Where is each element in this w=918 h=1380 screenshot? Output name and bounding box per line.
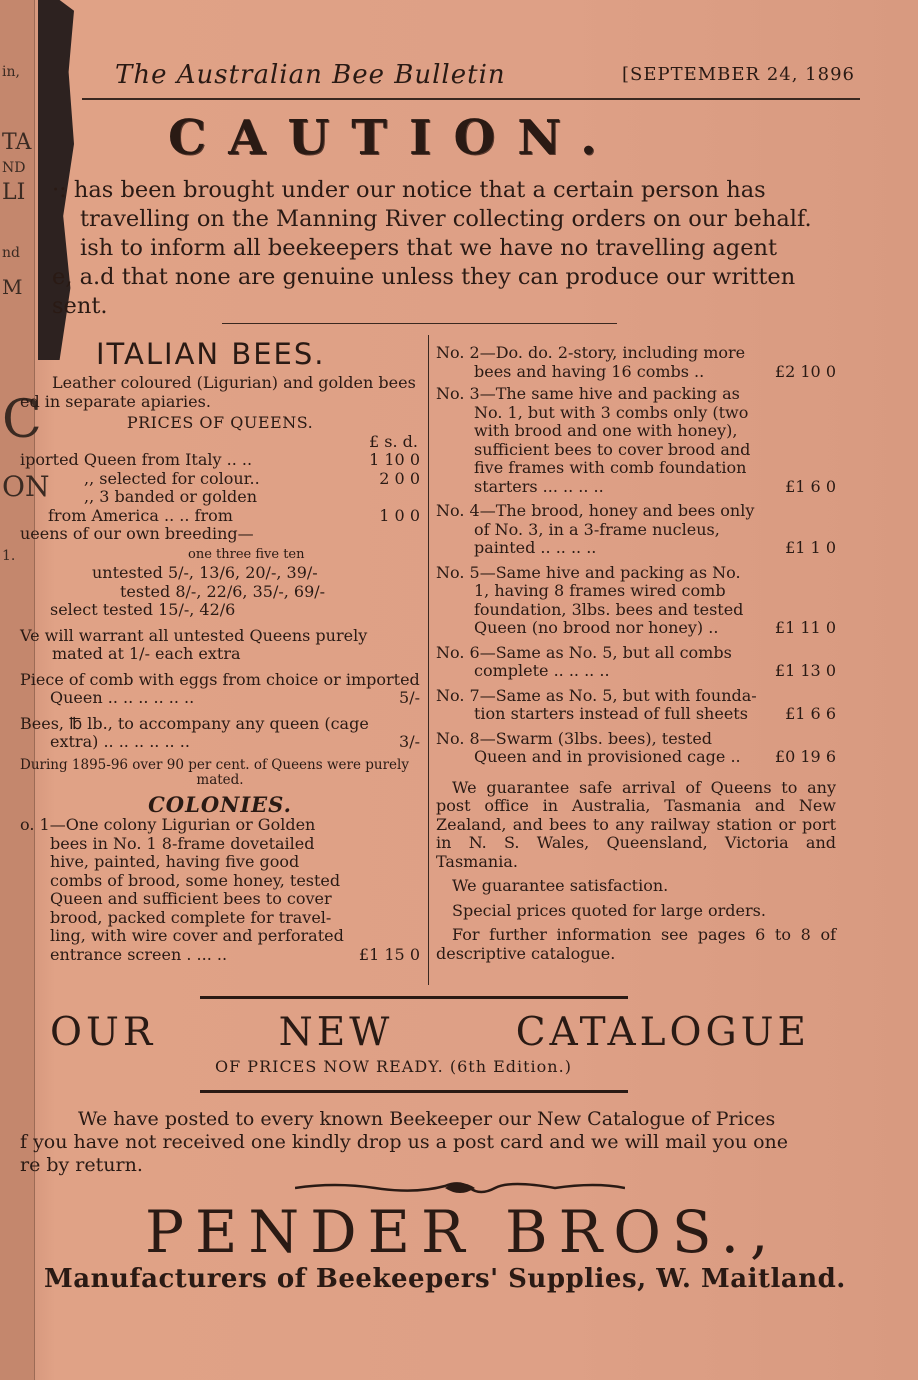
currency-header: £ s. d. [369, 431, 418, 451]
caution-heading: CAUTION. [168, 110, 619, 166]
option-line: bees and having 16 combs .. [474, 361, 705, 381]
price-row [20, 507, 420, 526]
catalogue-top-rule [200, 996, 628, 999]
colony-line: entrance screen . ... .. [50, 944, 228, 964]
option-line: No. 7—Same as No. 5, but with founda- [436, 685, 757, 705]
option-price: £0 19 6 [774, 747, 836, 766]
colony-price: £1 15 0 [358, 944, 420, 964]
header-rule [82, 98, 860, 100]
colony-line: hive, painted, having five good [50, 852, 300, 871]
prices-heading: PRICES OF QUEENS. [126, 413, 314, 432]
further-info-text: For further information see pages 6 to 8 of descriptive catalogue. [436, 925, 836, 963]
option-price: £1 1 0 [785, 538, 836, 557]
italian-intro: ed in separate apiaries. [20, 391, 211, 411]
bees-price-row [20, 733, 420, 752]
option-price-row [436, 705, 836, 724]
price-label: ,, selected for colour.. [84, 468, 260, 488]
option-line: with brood and one with honey), [474, 421, 738, 440]
colony-option [436, 502, 836, 558]
bees-price: 3/- [399, 732, 420, 751]
option-price: £1 6 6 [785, 704, 836, 723]
option-price: £1 13 0 [774, 661, 836, 680]
satisfaction-text: We guarantee satisfaction. [452, 876, 669, 895]
bees-label: extra) .. .. .. .. .. .. [50, 732, 190, 751]
colony-line: Queen and sufficient bees to cover [50, 889, 332, 908]
spine-fragment: nd [2, 245, 20, 261]
left-column [20, 336, 420, 964]
column-divider [428, 335, 429, 985]
price-row [20, 488, 420, 507]
comb-text: Piece of comb with eggs from choice or imported [20, 669, 420, 689]
during-text: During 1895-96 over 90 per cent. of Queens were purely [20, 756, 409, 773]
price-row [20, 451, 420, 470]
option-line: Queen and in provisioned cage .. [474, 747, 741, 766]
comb-price-row [20, 689, 420, 708]
price-label: ,, 3 banded or golden [84, 487, 258, 506]
option-line: painted .. .. .. .. [474, 538, 597, 557]
colonies-heading: COLONIES. [148, 791, 292, 817]
spine-fragment: LI [2, 180, 26, 205]
caution-line: ·: has been brought under our notice that a certain person has [52, 177, 766, 203]
notice-line: f you have not received one kindly drop us a post card and we will mail you one [20, 1131, 789, 1153]
catalogue-word: NEW [278, 1010, 394, 1055]
notice-line: re by return. [20, 1154, 143, 1176]
special-prices-text: Special prices quoted for large orders. [452, 900, 766, 920]
colony-option [436, 687, 836, 724]
option-price: £1 11 0 [774, 618, 836, 637]
tested-prices: tested 8/-, 22/6, 35/-, 69/- [120, 581, 326, 601]
option-line: tion starters instead of full sheets [474, 704, 748, 723]
decorative-flourish [295, 1178, 625, 1198]
option-line: No. 8—Swarm (3lbs. bees), tested [436, 728, 713, 748]
caution-line: sent. [52, 293, 108, 319]
caution-line: ish to inform all beekeepers that we have no travelling agent [80, 235, 778, 261]
option-line: No. 3—The same hive and packing as [436, 384, 740, 403]
option-line: sufficient bees to cover brood and [474, 439, 751, 459]
own-breeding-label: ueens of our own breeding— [20, 524, 254, 543]
caution-line: e, a.d that none are genuine unless they can produce our written [52, 264, 796, 290]
option-price-row [436, 748, 836, 767]
caution-line: travelling on the Manning River collecting orders on our behalf. [80, 206, 812, 232]
option-line: five frames with comb foundation [474, 458, 747, 477]
comb-label: Queen .. .. .. .. .. .. [50, 688, 195, 707]
during-text: mated. [196, 771, 244, 788]
comb-price: 5/- [399, 688, 420, 707]
option-line: No. 1, but with 3 combs only (two [474, 402, 749, 422]
company-name: PENDER BROS., [145, 1198, 780, 1266]
colony-option [436, 644, 836, 681]
spine-fragment: 1. [2, 548, 16, 564]
option-price-row [436, 363, 836, 382]
spine-fragment: TA [2, 130, 32, 155]
option-line: Queen (no brood nor honey) .. [474, 618, 719, 637]
warrant-text: mated at 1/- each extra [52, 644, 241, 663]
warrant-text: Ve will warrant all untested Queens purely [20, 625, 368, 645]
option-line: No. 5—Same hive and packing as No. [436, 562, 741, 582]
option-line: No. 6—Same as No. 5, but all combs [436, 642, 732, 662]
spine-fragment: M [2, 275, 23, 299]
colony-line: ling, with wire cover and perforated [50, 926, 344, 945]
option-line: No. 4—The brood, honey and bees only [436, 501, 755, 520]
caution-notice [52, 176, 842, 321]
option-line: starters ... .. .. .. [474, 476, 604, 496]
spine-fragment: ON [2, 470, 50, 503]
colony-line: brood, packed complete for travel- [50, 907, 332, 927]
option-line: foundation, 3lbs. bees and tested [474, 599, 744, 619]
option-price-row [436, 662, 836, 681]
bees-text: Bees, ℔ lb., to accompany any queen (cage [20, 713, 369, 733]
option-line: of No. 3, in a 3-frame nucleus, [474, 519, 720, 539]
colony-option [436, 730, 836, 767]
option-line: 1, having 8 frames wired comb [474, 581, 726, 600]
option-price: £1 6 0 [785, 476, 836, 496]
catalogue-subheading: OF PRICES NOW READY. (6th Edition.) [215, 1057, 572, 1076]
colony-line: combs of brood, some honey, tested [50, 870, 341, 890]
catalogue-word: CATALOGUE [515, 1010, 810, 1055]
option-line: No. 2—Do. do. 2-story, including more [436, 343, 746, 362]
running-header-title: The Australian Bee Bulletin [115, 60, 506, 90]
colony-price-row [20, 946, 420, 965]
option-price-row [436, 478, 836, 497]
colony-line: o. 1—One colony Ligurian or Golden [20, 815, 316, 834]
spine-fragment: C [2, 390, 42, 450]
spine-fragment: in, [2, 64, 20, 80]
catalogue-heading [50, 1010, 810, 1055]
breeding-columns: one three five ten [188, 546, 305, 562]
untested-prices: untested 5/-, 13/6, 20/-, 39/- [92, 563, 318, 582]
section-rule [222, 323, 617, 324]
price-value: 1 10 0 [369, 450, 420, 469]
italian-intro: Leather coloured (Ligurian) and golden bees [52, 373, 416, 392]
price-value: 2 0 0 [379, 468, 420, 488]
colony-option [436, 564, 836, 638]
catalogue-bottom-rule [200, 1090, 628, 1093]
option-price-row [436, 619, 836, 638]
price-value: 1 0 0 [379, 505, 420, 525]
colony-option [436, 344, 836, 381]
catalogue-word: OUR [50, 1010, 157, 1055]
option-line: complete .. .. .. .. [474, 661, 610, 680]
colony-option [436, 385, 836, 496]
running-header-date: [SEPTEMBER 24, 1896 [622, 64, 855, 85]
select-tested-prices: select tested 15/-, 42/6 [50, 600, 236, 619]
right-column [436, 344, 836, 963]
guarantee-text: We guarantee safe arrival of Queens to any post office in Australia, Tasmania and New Zealand, and bees to any railway station or port in N. S. Wales, Queensland, Victoria and Tasmania. [436, 777, 836, 871]
price-label: iported Queen from Italy .. .. [20, 450, 253, 469]
option-price: £2 10 0 [774, 361, 836, 381]
price-row [20, 470, 420, 489]
option-price-row [436, 539, 836, 558]
catalogue-notice [20, 1108, 840, 1177]
company-tagline: Manufacturers of Beekeepers' Supplies, W. Maitland. [44, 1264, 846, 1294]
italian-bees-heading: ITALIAN BEES. [96, 337, 326, 371]
notice-line: We have posted to every known Beekeeper our New Catalogue of Prices [78, 1108, 776, 1130]
colony-line: bees in No. 1 8-frame dovetailed [50, 833, 315, 853]
spine-fragment: ND [2, 160, 26, 176]
price-label: from America .. .. from [48, 505, 233, 525]
